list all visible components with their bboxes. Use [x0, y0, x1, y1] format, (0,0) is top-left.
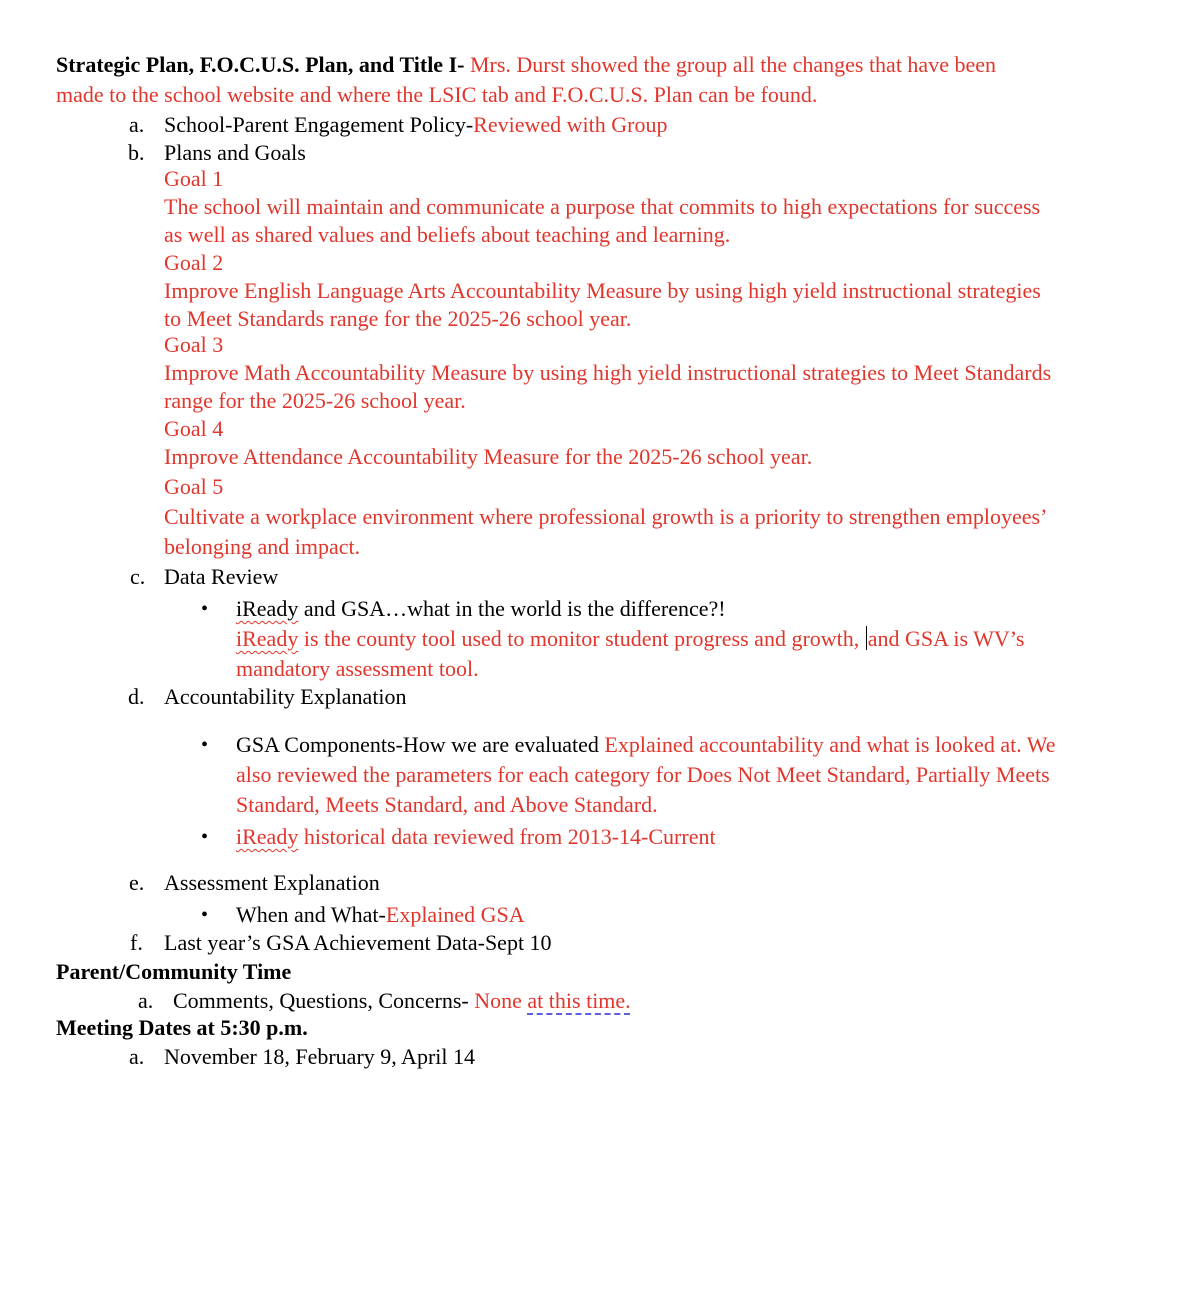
goal-1-line-2: as well as shared values and beliefs about teaching and learning. — [164, 222, 731, 247]
data-review-question-rest: and GSA…what in the world is the difference?! — [298, 596, 726, 621]
bullet-icon: • — [201, 598, 209, 620]
strategic-heading: Strategic Plan, F.O.C.U.S. Plan, and Title I- — [56, 52, 465, 77]
spellcheck-word: iReady — [236, 626, 299, 651]
bullet-icon: • — [201, 826, 209, 848]
strategic-heading-line — [56, 52, 996, 78]
strategic-note-line2: made to the school website and where the LSIC tab and F.O.C.U.S. Plan can be found. — [56, 82, 818, 107]
gsa-components-label: GSA Components-How we are evaluated — [236, 732, 599, 757]
goal-5-line-2: belonging and impact. — [164, 534, 361, 559]
parent-heading: Parent/Community Time — [56, 959, 292, 984]
goal-1-title: Goal 1 — [164, 166, 224, 191]
item-b-marker: b. — [128, 140, 145, 165]
item-f-marker: f. — [130, 930, 143, 955]
goal-4-line-1: Improve Attendance Accountability Measure for the 2025-26 school year. — [164, 444, 813, 469]
iready-historical-rest: historical data reviewed from 2013-14-Current — [298, 824, 716, 849]
item-d-marker: d. — [128, 684, 145, 709]
item-e-marker: e. — [129, 870, 145, 895]
when-and-what-label: When and What- — [236, 902, 386, 927]
goal-3-line-1: Improve Math Accountability Measure by using high yield instructional strategies to Meet Standards — [164, 360, 1052, 385]
item-f-label: Last year’s GSA Achievement Data-Sept 10 — [164, 930, 552, 955]
data-review-answer-line2: mandatory assessment tool. — [236, 656, 479, 681]
parent-label: Comments, Questions, Concerns- — [173, 988, 469, 1013]
gsa-note-line2: also reviewed the parameters for each category for Does Not Meet Standard, Partially Meets — [236, 762, 1050, 787]
item-a-note: Reviewed with Group — [473, 112, 668, 137]
goal-4-title: Goal 4 — [164, 416, 224, 441]
item-b-label: Plans and Goals — [164, 140, 306, 165]
goal-2-line-1: Improve English Language Arts Accountability Measure by using high yield instructional strategies — [164, 278, 1041, 303]
item-a-label: School-Parent Engagement Policy- — [164, 112, 474, 137]
bullet-icon: • — [201, 904, 209, 926]
goal-2-title: Goal 2 — [164, 250, 224, 275]
gsa-note-line3: Standard, Meets Standard, and Above Standard. — [236, 792, 658, 817]
strategic-note-line1: Mrs. Durst showed the group all the changes that have been — [464, 52, 996, 77]
spellcheck-word: iReady — [236, 596, 299, 621]
text-cursor — [866, 626, 867, 650]
goal-3-title: Goal 3 — [164, 332, 224, 357]
gsa-note-line1: Explained accountability and what is looked at. We — [598, 732, 1056, 757]
item-a-marker: a. — [129, 112, 145, 137]
parent-item — [173, 988, 631, 1014]
item-c-marker: c. — [130, 564, 146, 589]
bullet-icon: • — [201, 734, 209, 756]
spellcheck-word: iReady — [236, 824, 299, 849]
parent-marker: a. — [138, 988, 154, 1013]
parent-note-a: None — [468, 988, 528, 1013]
goal-5-title: Goal 5 — [164, 474, 224, 499]
meeting-heading: Meeting Dates at 5:30 p.m. — [56, 1015, 308, 1040]
when-and-what — [236, 902, 525, 928]
meeting-dates: November 18, February 9, April 14 — [164, 1044, 475, 1069]
goal-2-line-2: to Meet Standards range for the 2025-26 school year. — [164, 306, 632, 331]
item-e-label: Assessment Explanation — [164, 870, 380, 895]
data-review-answer — [236, 626, 1024, 652]
grammar-flag-text: at this time. — [527, 988, 631, 1013]
when-and-what-note: Explained GSA — [385, 902, 525, 927]
data-review-question — [236, 596, 726, 622]
data-review-answer-part1: is the county tool used to monitor student progress and growth, — [298, 626, 865, 651]
item-c-label: Data Review — [164, 564, 279, 589]
meeting-marker: a. — [129, 1044, 145, 1069]
item-a — [164, 112, 667, 138]
gsa-components — [236, 732, 1056, 758]
iready-historical — [236, 824, 716, 850]
goal-3-line-2: range for the 2025-26 school year. — [164, 388, 466, 413]
item-d-label: Accountability Explanation — [164, 684, 407, 709]
goal-5-line-1: Cultivate a workplace environment where professional growth is a priority to strengthen employees’ — [164, 504, 1048, 529]
data-review-answer-part2: and GSA is WV’s — [867, 626, 1025, 651]
goal-1-line-1: The school will maintain and communicate a purpose that commits to high expectations for success — [164, 194, 1041, 219]
